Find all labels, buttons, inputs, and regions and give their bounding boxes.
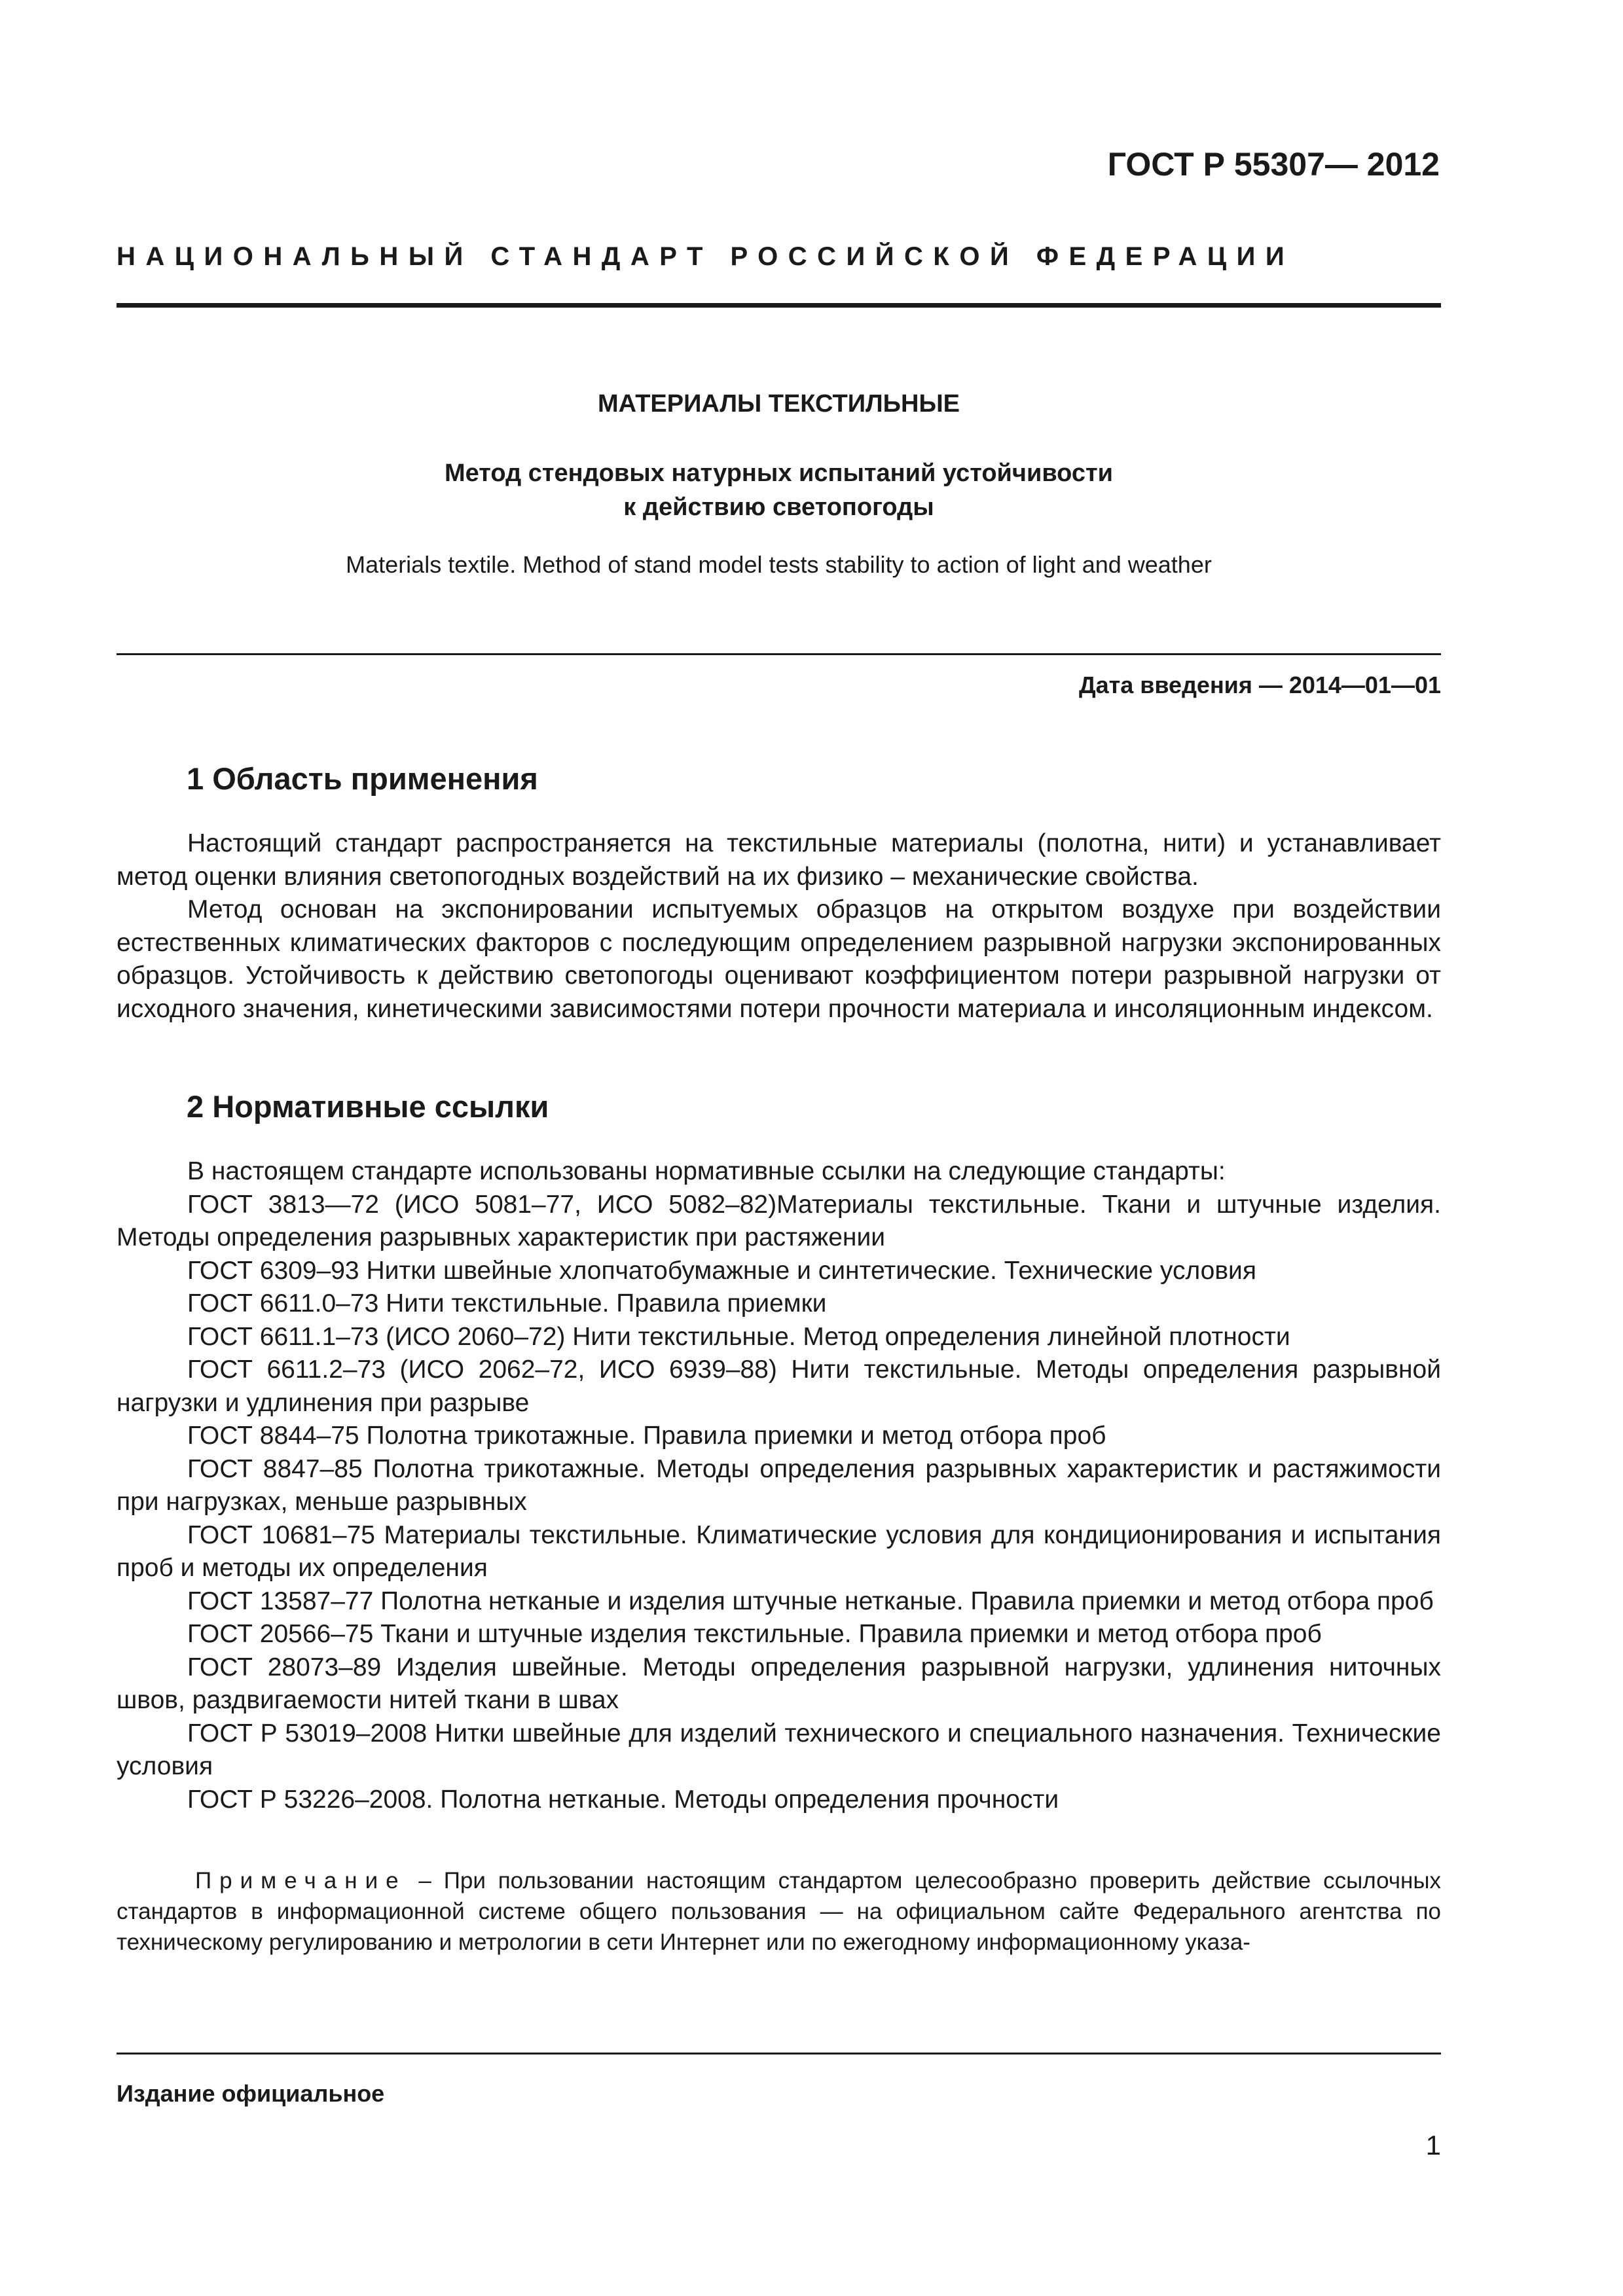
reference-item: ГОСТ 6611.2–73 (ИСО 2062–72, ИСО 6939–88) Нити текстильные. Методы определения разрывной нагрузки и удлинения при разрыве xyxy=(117,1355,1441,1417)
note-block xyxy=(117,1865,1441,1958)
introduction-date: Дата введения — 2014—01—01 xyxy=(1078,672,1441,698)
reference-item: ГОСТ 13587–77 Полотна нетканые и изделия штучные нетканые. Правила приемки и метод отбора проб xyxy=(187,1587,1434,1615)
footer-divider xyxy=(117,2053,1441,2054)
reference-item: ГОСТ 20566–75 Ткани и штучные изделия текстильные. Правила приемки и метод отбора проб xyxy=(187,1620,1322,1648)
title-divider xyxy=(117,653,1441,655)
reference-item: ГОСТ 10681–75 Материалы текстильные. Климатические условия для кондиционирования и испытания проб и методы их определения xyxy=(117,1520,1441,1582)
document-title: МАТЕРИАЛЫ ТЕКСТИЛЬНЫЕ xyxy=(598,390,960,418)
paragraph: Метод основан на экспонировании испытуемых образцов на открытом воздухе при воздействии естественных климатических факторов с последующим определением разрывной нагрузки экспонированных образцов. Устойчивость к действию светопогоды оценивают коэффициентом потери разрывной нагрузки от исходного значения, кинетическими зависимостями потери прочности материала и инсоляционным индексом. xyxy=(117,895,1441,1023)
note-text: – При пользовании настоящим стандартом целесообразно проверить действие ссылочных стандартов в информационной системе общего пользования — на официальном сайте Федерального агентства по техническому регулированию и метрологии в сети Интернет или по ежегодному информационному указа- xyxy=(117,1868,1441,1955)
reference-item: ГОСТ 6611.0–73 Нити текстильные. Правила приемки xyxy=(187,1289,827,1318)
reference-item: ГОСТ 3813—72 (ИСО 5081–77, ИСО 5082–82)Материалы текстильные. Ткани и штучные изделия. Методы определения разрывных характеристик при растяжении xyxy=(117,1190,1441,1251)
subtitle-line-1: Метод стендовых натурных испытаний устойчивости xyxy=(444,459,1113,487)
section-heading-references: 2 Нормативные ссылки xyxy=(187,1089,549,1124)
section-body-scope xyxy=(117,827,1441,1026)
document-code: ГОСТ Р 55307— 2012 xyxy=(1107,146,1440,183)
section-heading-scope: 1 Область применения xyxy=(187,761,538,796)
paragraph: Настоящий стандарт распространяется на текстильные материалы (полотна, нити) и устанавливает метод оценки влияния светопогодных воздействий на их физико – механические свойства. xyxy=(117,829,1441,891)
national-standard-banner: НАЦИОНАЛЬНЫЙ СТАНДАРТ РОССИЙСКОЙ ФЕДЕРАЦИИ xyxy=(117,242,1295,271)
english-title: Materials textile. Method of stand model tests stability to action of light and weather xyxy=(346,551,1212,578)
subtitle-line-2: к действию светопогоды xyxy=(623,493,934,521)
note-label: Примечание xyxy=(195,1868,407,1893)
reference-item: ГОСТ 6309–93 Нитки швейные хлопчатобумажные и синтетические. Технические условия xyxy=(187,1256,1256,1285)
reference-item: ГОСТ Р 53019–2008 Нитки швейные для изделий технического и специального назначения. Технические условия xyxy=(117,1719,1441,1780)
reference-item: ГОСТ 28073–89 Изделия швейные. Методы определения разрывной нагрузки, удлинения ниточных швов, раздвигаемости нитей ткани в швах xyxy=(117,1653,1441,1714)
header-divider xyxy=(117,303,1441,308)
reference-item: ГОСТ 8844–75 Полотна трикотажные. Правила приемки и метод отбора проб xyxy=(187,1422,1106,1450)
page-number: 1 xyxy=(1425,2130,1441,2161)
reference-item: ГОСТ 8847–85 Полотна трикотажные. Методы определения разрывных характеристик и растяжимости при нагрузках, меньше разрывных xyxy=(117,1454,1441,1516)
section-body-references xyxy=(117,1155,1441,1816)
document-subtitle xyxy=(117,456,1441,524)
official-edition-label: Издание официальное xyxy=(117,2080,385,2107)
reference-item: ГОСТ 6611.1–73 (ИСО 2060–72) Нити текстильные. Метод определения линейной плотности xyxy=(187,1322,1290,1351)
reference-item: ГОСТ Р 53226–2008. Полотна нетканые. Методы определения прочности xyxy=(187,1785,1059,1814)
paragraph: В настоящем стандарте использованы нормативные ссылки на следующие стандарты: xyxy=(187,1157,1226,1185)
